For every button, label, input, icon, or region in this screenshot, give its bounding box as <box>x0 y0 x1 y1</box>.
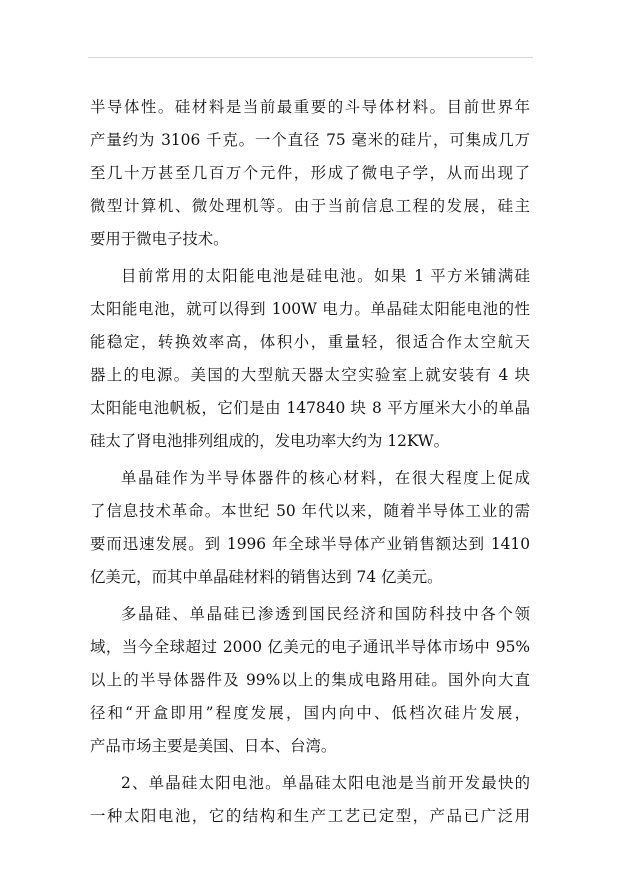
paragraph-3 <box>90 462 530 594</box>
text-line: 一种太阳电池，它的结构和生产工艺已定型，产品已广泛用 <box>90 807 530 825</box>
text-line: 了信息技术革命。本世纪 50 年代以来，随着半导体工业的需 <box>90 502 530 520</box>
text-line: 要用于微电子技术。 <box>90 230 229 248</box>
text-line: 以上的半导体器件及 99%以上的集成电路用硅。国外向大直 <box>90 671 530 689</box>
text-line: 要而迅速发展。到 1996 年全球半导体产业销售额达到 1410 <box>90 535 530 553</box>
text-line: 太阳能电池，就可以得到 100W 电力。单晶硅太阳能电池的性 <box>90 300 530 318</box>
text-line: 能稳定，转换效率高，体积小，重量轻，很适合作太空航天 <box>90 333 530 351</box>
text-line: 域，当今全球超过 2000 亿美元的电子通讯半导体市场中 95% <box>90 638 530 656</box>
text-line: 单晶硅作为半导体器件的核心材料，在很大程度上促成 <box>121 469 530 487</box>
paragraph-5 <box>90 767 530 833</box>
paragraph-4 <box>90 598 530 763</box>
paragraph-2 <box>90 260 530 458</box>
text-line: 硅太了肾电池排列组成的，发电功率大约为 12KW。 <box>90 432 450 450</box>
body-text <box>90 91 530 833</box>
text-line: 2、单晶硅太阳电池。单晶硅太阳电池是当前开发最快的 <box>121 774 530 792</box>
text-line: 亿美元，而其中单晶硅材料的销售达到 74 亿美元。 <box>90 568 443 586</box>
text-line: 产品市场主要是美国、日本、台湾。 <box>90 737 337 755</box>
text-line: 产量约为 3106 千克。一个直径 75 毫米的硅片，可集成几万 <box>90 131 530 149</box>
text-line: 多晶硅、单晶硅已渗透到国民经济和国防科技中各个领 <box>121 605 530 623</box>
text-line: 径和“开盒即用”程度发展，国内向中、低档次硅片发展， <box>90 704 530 722</box>
text-line: 微型计算机、微处理机等。由于当前信息工程的发展，硅主 <box>90 197 530 215</box>
header-rule <box>88 57 533 58</box>
text-line: 目前常用的太阳能电池是硅电池。如果 1 平方米铺满硅 <box>121 267 530 285</box>
text-line: 至几十万甚至几百万个元件，形成了微电子学，从而出现了 <box>90 164 530 182</box>
text-line: 太阳能电池帆板，它们是由 147840 块 8 平方厘米大小的单晶 <box>90 399 530 417</box>
paragraph-1 <box>90 91 530 256</box>
text-line: 半导体性。硅材料是当前最重要的斗导体材料。目前世界年 <box>90 98 530 116</box>
text-line: 器上的电源。美国的大型航天器太空实验室上就安装有 4 块 <box>90 366 530 384</box>
